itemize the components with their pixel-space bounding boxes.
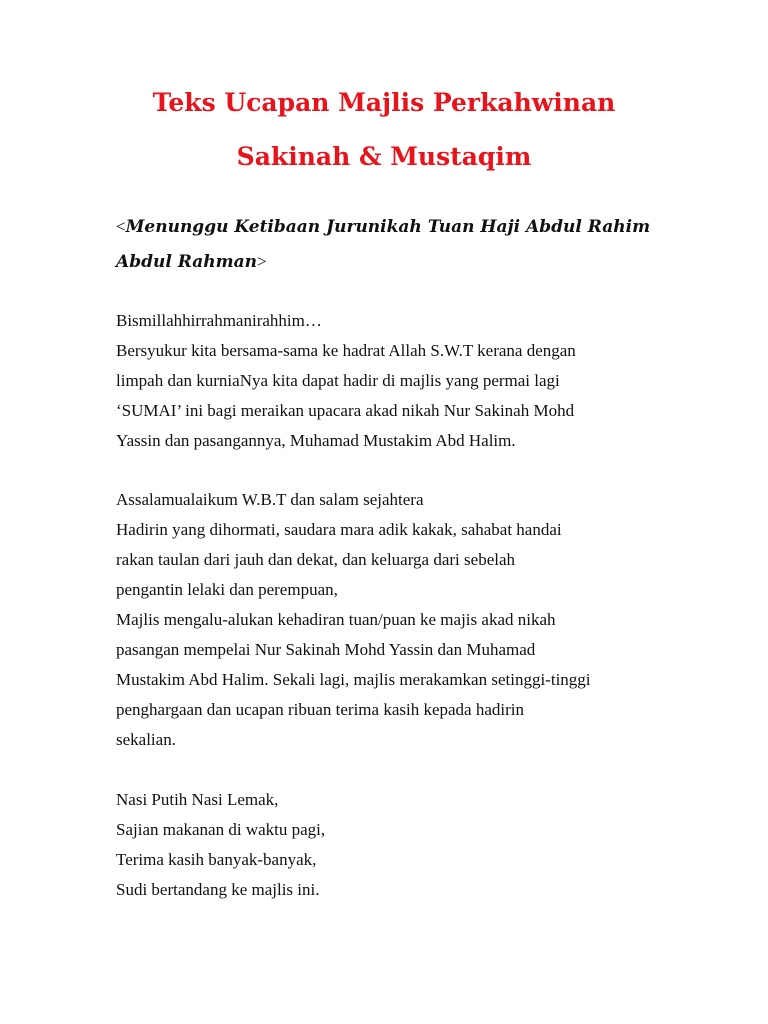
- paragraph-2-line: Assalamualaikum W.B.T dan salam sejahtera: [116, 490, 424, 509]
- paragraph-2-line: sekalian.: [116, 730, 176, 749]
- paragraph-1-line: Bersyukur kita bersama-sama ke hadrat Allah S.W.T kerana dengan: [116, 341, 576, 360]
- pantun-line: Sajian makanan di waktu pagi,: [116, 820, 326, 839]
- paragraph-1-line: Yassin dan pasangannya, Muhamad Mustakim Abd Halim.: [116, 431, 516, 450]
- paragraph-1-line: Bismillahhirrahmanirahhim…: [116, 311, 322, 330]
- stage-note-close-bracket: >: [256, 252, 267, 271]
- paragraph-2-line: pasangan mempelai Nur Sakinah Mohd Yassin dan Muhamad: [116, 640, 536, 659]
- stage-note-text-2: Abdul Rahman: [116, 252, 257, 272]
- paragraph-2-line: Majlis mengalu-alukan kehadiran tuan/puan ke majis akad nikah: [116, 610, 556, 629]
- paragraph-2-line: Mustakim Abd Halim. Sekali lagi, majlis merakamkan setinggi-tinggi: [116, 670, 591, 689]
- paragraph-2-line: pengantin lelaki dan perempuan,: [116, 580, 338, 599]
- stage-note-line-2: [116, 251, 267, 273]
- paragraph-2-line: Hadirin yang dihormati, saudara mara adik kakak, sahabat handai: [116, 520, 562, 539]
- document-title-line-1: Teks Ucapan Majlis Perkahwinan: [152, 88, 616, 117]
- pantun-line: Terima kasih banyak-banyak,: [116, 850, 317, 869]
- paragraph-1-line: limpah dan kurniaNya kita dapat hadir di majlis yang permai lagi: [116, 371, 560, 390]
- pantun-line: Sudi bertandang ke majlis ini.: [116, 880, 320, 899]
- stage-note-open-bracket: <: [116, 217, 126, 236]
- paragraph-2-line: rakan taulan dari jauh dan dekat, dan keluarga dari sebelah: [116, 550, 516, 569]
- pantun-line: Nasi Putih Nasi Lemak,: [116, 790, 279, 809]
- stage-note-line-1: [116, 216, 650, 238]
- paragraph-2-line: penghargaan dan ucapan ribuan terima kasih kepada hadirin: [116, 700, 524, 719]
- paragraph-1-line: ‘SUMAI’ ini bagi meraikan upacara akad nikah Nur Sakinah Mohd: [116, 401, 575, 420]
- document-title-line-2: Sakinah & Mustaqim: [236, 142, 532, 171]
- stage-note-text-1: Menunggu Ketibaan Jurunikah Tuan Haji Abdul Rahim: [125, 217, 651, 237]
